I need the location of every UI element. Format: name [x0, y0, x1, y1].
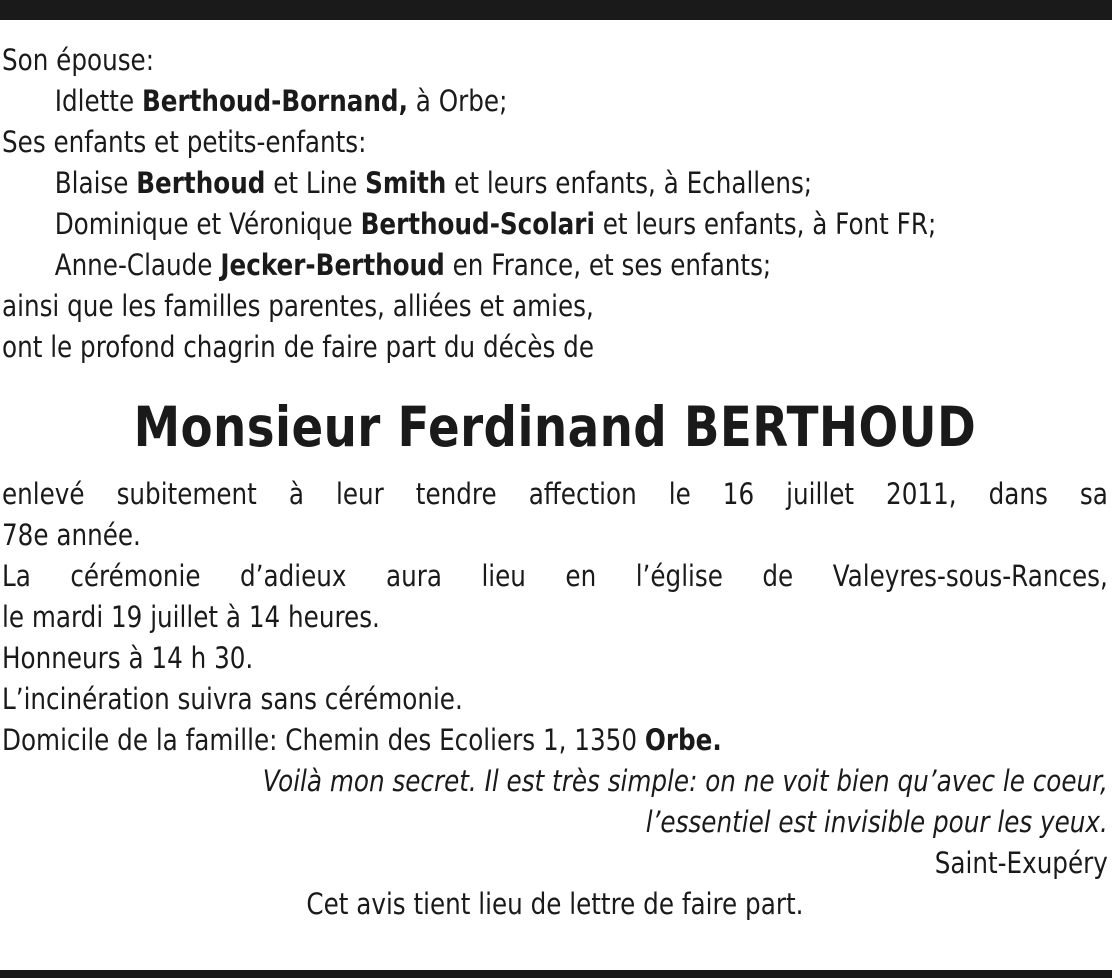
quote-author: Saint-Exupéry: [934, 846, 1108, 880]
top-rule: [0, 0, 1112, 20]
detail-line-1b: 78e année.: [2, 518, 141, 552]
detail-line-3: Honneurs à 14 h 30.: [2, 641, 254, 675]
deceased-name: Monsieur Ferdinand BERTHOUD: [133, 395, 977, 459]
detail-line-1: enlevé subitement à leur tendre affection le 16 juillet 2011, dans sa: [2, 477, 1108, 511]
children-label: Ses enfants et petits-enfants:: [2, 125, 367, 159]
detail-line-2b: le mardi 19 juillet à 14 heures.: [2, 600, 380, 634]
announce-line: ont le profond chagrin de faire part du décès de: [2, 330, 594, 364]
bottom-rule: [0, 970, 1112, 978]
child-line-3: Anne-Claude Jecker-Berthoud en France, et ses enfants;: [54, 248, 772, 282]
families-line: ainsi que les familles parentes, alliées et amies,: [2, 289, 594, 323]
child-line-1: Blaise Berthoud et Line Smith et leurs enfants, à Echallens;: [54, 166, 813, 200]
detail-line-5: Domicile de la famille: Chemin des Ecoliers 1, 1350 Orbe.: [2, 723, 722, 757]
quote-line-1: Voilà mon secret. Il est très simple: on ne voit bien qu’avec le coeur,: [262, 764, 1108, 798]
child-line-2: Dominique et Véronique Berthoud-Scolari et leurs enfants, à Font FR;: [54, 207, 937, 241]
spouse-label: Son épouse:: [2, 43, 155, 77]
detail-line-2: La cérémonie d’adieux aura lieu en l’église de Valeyres-sous-Rances,: [2, 559, 1108, 593]
footer-note: Cet avis tient lieu de lettre de faire part.: [306, 887, 804, 921]
spouse-line: Idlette Berthoud-Bornand, à Orbe;: [54, 84, 508, 118]
obituary-notice: [2, 40, 1108, 925]
quote-line-2: l’essentiel est invisible pour les yeux.: [645, 805, 1108, 839]
detail-line-4: L’incinération suivra sans cérémonie.: [2, 682, 463, 716]
